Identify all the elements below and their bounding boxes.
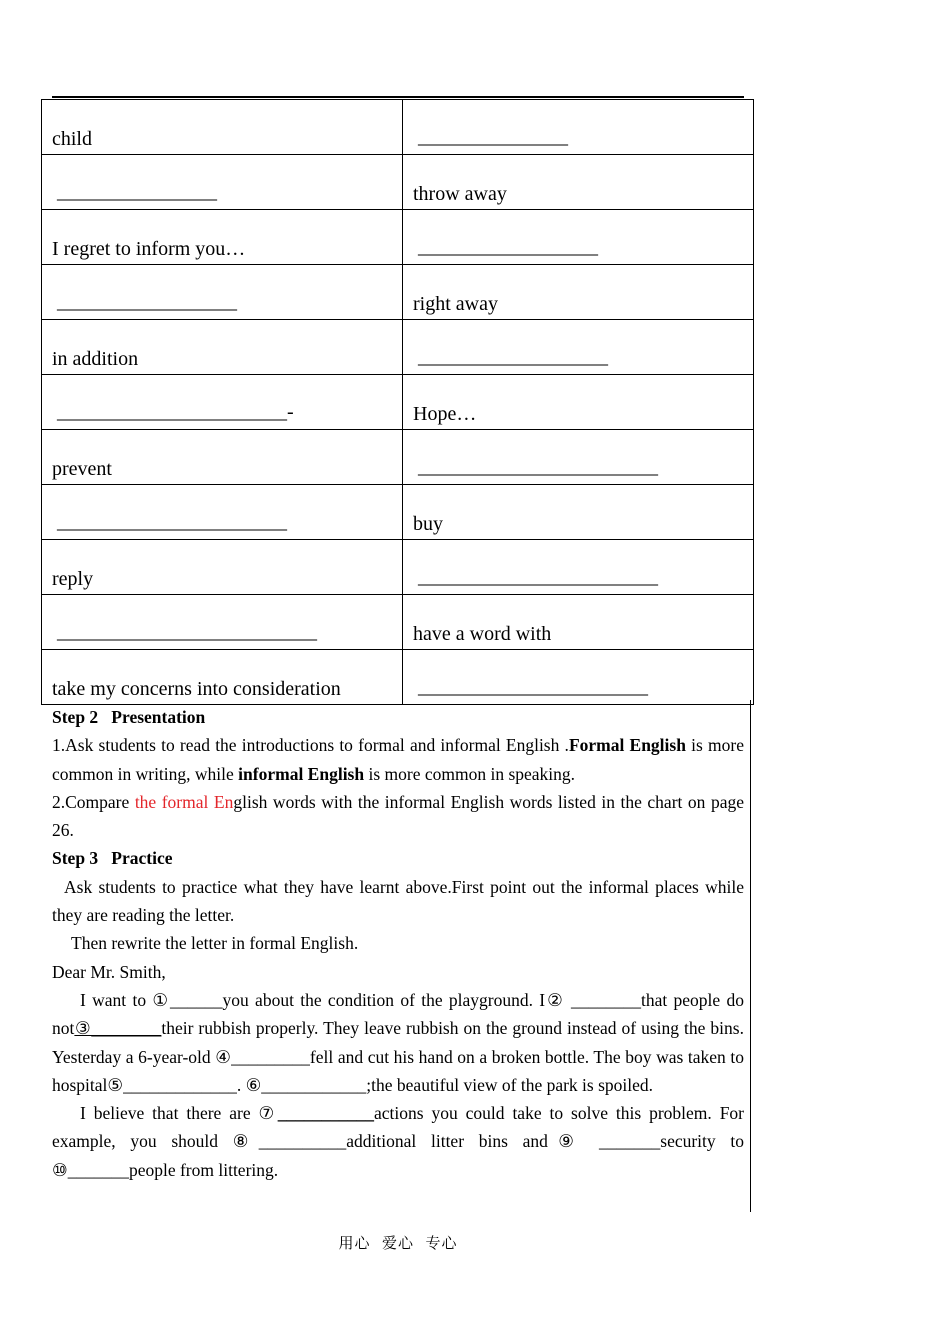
informal-cell [42,540,403,595]
lesson-body [52,703,744,1184]
answer-blank: __________________ [418,236,598,258]
vocab-table [41,99,754,705]
vocab-phrase: right away [413,293,498,315]
formal-cell [403,595,754,650]
vocab-phrase: reply [52,568,94,590]
step3-paragraph-1: Ask students to practice what they have learnt above.First point out the informal places while they are reading the letter. [52,876,744,926]
answer-blank: __________________________ [57,621,317,643]
step2-paragraph-2: 2.Compare the formal English words with the informal English words listed in the chart on page 26. [52,791,744,841]
right-margin-rule [750,700,751,1212]
table-row [42,540,754,595]
step3-heading: Step 3 Practice [52,848,173,869]
formal-cell [403,210,754,265]
letter-paragraph-2: I believe that there are ⑦___________actions you could take to solve this problem. For example, you should ⑧__________additional litter bins and⑨ _______security to ⑩_______people from littering. [52,1103,745,1180]
vocab-phrase: throw away [413,183,507,205]
formal-cell [403,100,754,155]
informal-cell [42,595,403,650]
informal-cell [42,265,403,320]
table-row [42,375,754,430]
table-row [42,155,754,210]
letter-greeting: Dear Mr. Smith, [52,961,166,982]
top-rule [52,96,744,98]
table-row [42,100,754,155]
letter-paragraph-1: I want to ①______you about the condition of the playground. I② ________that people do not③________their rubbish properly. They leave rubbish on the ground instead of using the bins. Yesterday a 6-year-old ④_________fell and cut his hand on a broken bottle. The boy was taken to hospital⑤_____________. ⑥____________;the beautiful view of the park is spoiled. [52,989,744,1095]
table-row [42,650,754,705]
vocab-phrase: buy [413,513,443,535]
formal-cell [403,155,754,210]
answer-blank: _______________________ [418,676,648,698]
step2-paragraph-1: 1.Ask students to read the introductions to formal and informal English .Formal English is more common in writing, while informal English is more common in speaking. [52,735,744,784]
answer-blank: ________________________ [418,566,658,588]
vocab-phrase: prevent [52,458,112,480]
informal-cell [42,320,403,375]
formal-cell [403,375,754,430]
step3-paragraph-2: Then rewrite the letter in formal English. [71,933,359,954]
formal-cell [403,320,754,375]
informal-cell [42,430,403,485]
vocab-phrase: in addition [52,348,139,370]
table-row [42,320,754,375]
formal-cell [403,650,754,705]
answer-blank: ________________ [57,181,217,203]
informal-cell [42,375,403,430]
informal-cell [42,210,403,265]
vocab-phrase: have a word with [413,623,552,645]
vocab-phrase: take my concerns into consideration [52,678,341,700]
answer-blank: ________________________ [418,456,658,478]
formal-cell [403,485,754,540]
informal-cell [42,100,403,155]
vocab-phrase: Hope… [413,403,477,425]
table-row [42,430,754,485]
step2-heading: Step 2 Presentation [52,707,206,727]
formal-cell [403,540,754,595]
formal-cell [403,430,754,485]
informal-cell [42,485,403,540]
table-row [42,485,754,540]
page-footer: 用心 爱心 专心 [338,1234,458,1252]
answer-blank: _______________________- [57,401,294,423]
informal-cell [42,155,403,210]
formal-cell [403,265,754,320]
answer-blank: ___________________ [418,346,608,368]
table-row [42,210,754,265]
vocab-phrase: I regret to inform you… [52,238,246,260]
answer-blank: __________________ [57,291,237,313]
table-row [42,595,754,650]
informal-cell [42,650,403,705]
answer-blank: _______________________ [57,511,287,533]
vocab-phrase: child [52,128,92,150]
table-row [42,265,754,320]
answer-blank: _______________ [418,126,568,148]
